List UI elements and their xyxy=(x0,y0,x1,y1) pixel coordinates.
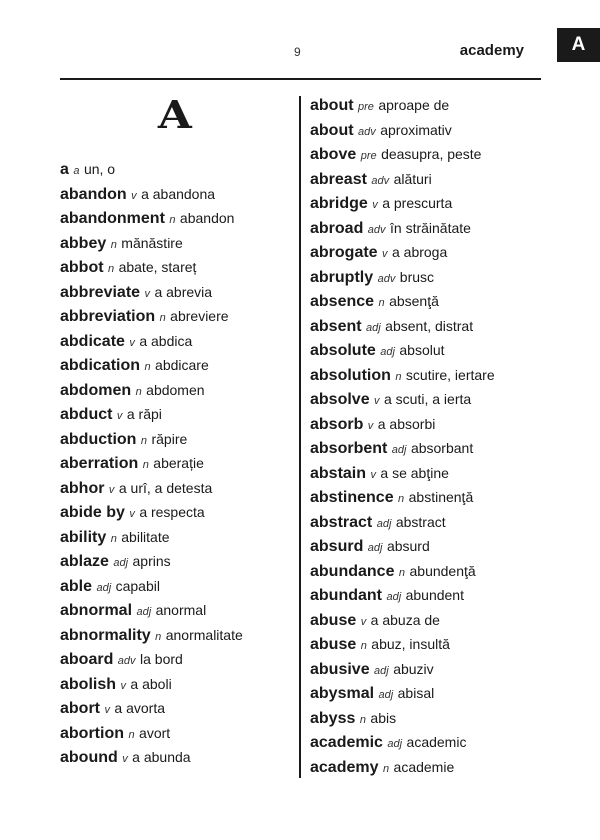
part-of-speech: adj xyxy=(380,346,395,358)
dictionary-entry xyxy=(310,363,495,388)
dictionary-entry xyxy=(60,329,243,354)
dictionary-entry xyxy=(60,623,243,648)
headword: abnormality xyxy=(60,626,151,644)
headword: abuse xyxy=(310,611,357,629)
headword: able xyxy=(60,577,93,595)
headword: abruptly xyxy=(310,268,374,286)
headword: abandon xyxy=(60,185,127,203)
part-of-speech: v xyxy=(131,189,137,202)
dictionary-entry xyxy=(60,231,243,256)
part-of-speech: n xyxy=(382,762,390,775)
dictionary-entry xyxy=(60,672,243,697)
translation: a abroga xyxy=(391,244,448,260)
headword: abysmal xyxy=(310,685,375,702)
part-of-speech: n xyxy=(378,297,385,309)
part-of-speech: adj xyxy=(374,664,389,677)
translation: abis xyxy=(370,709,397,726)
dictionary-entry xyxy=(310,93,495,118)
part-of-speech: adj xyxy=(366,321,381,334)
part-of-speech: n xyxy=(144,361,151,373)
headword: about xyxy=(310,121,354,139)
translation: aproape de xyxy=(378,97,450,113)
dictionary-entry xyxy=(310,167,495,192)
headword: academic xyxy=(310,734,383,751)
part-of-speech: n xyxy=(110,238,117,251)
part-of-speech: n xyxy=(110,532,117,545)
part-of-speech: adv xyxy=(358,125,376,138)
page-number: 9 xyxy=(294,45,301,59)
part-of-speech: v xyxy=(129,336,135,349)
part-of-speech: v xyxy=(367,419,374,432)
dictionary-entry xyxy=(310,485,495,510)
translation: răpire xyxy=(151,430,188,447)
translation: a avorta xyxy=(114,700,165,716)
translation: a abunda xyxy=(132,749,191,765)
part-of-speech: adj xyxy=(386,591,402,603)
headword: abdication xyxy=(60,357,141,374)
headword: absurd xyxy=(310,538,364,555)
translation: capabil xyxy=(115,577,160,594)
translation: absorbant xyxy=(410,440,474,456)
dictionary-entry xyxy=(310,510,495,535)
dictionary-entry xyxy=(60,476,243,501)
part-of-speech: adj xyxy=(136,606,152,618)
translation: avort xyxy=(139,724,171,741)
translation: în străinătate xyxy=(390,219,471,236)
dictionary-entry xyxy=(310,657,495,682)
dictionary-entry xyxy=(310,583,495,608)
translation: aproximativ xyxy=(380,121,452,138)
dictionary-entry xyxy=(310,461,495,486)
translation: abuziv xyxy=(393,660,434,677)
translation: abuz, insultă xyxy=(371,636,450,652)
headword: abyss xyxy=(310,709,356,727)
part-of-speech: v xyxy=(129,508,135,520)
translation: a respecta xyxy=(139,504,205,520)
headword: ability xyxy=(60,528,107,546)
headword: absolution xyxy=(310,366,391,384)
dictionary-entry xyxy=(310,314,495,339)
translation: anormalitate xyxy=(165,626,243,643)
translation: absolut xyxy=(399,342,445,358)
part-of-speech: n xyxy=(359,713,366,726)
part-of-speech: pre xyxy=(358,101,374,113)
headword: abbreviation xyxy=(60,308,156,325)
part-of-speech: n xyxy=(108,263,115,275)
headword: abduct xyxy=(60,406,113,423)
translation: un, o xyxy=(83,161,116,177)
headword: abhor xyxy=(60,479,105,497)
headword: abdicate xyxy=(60,332,125,350)
translation: la bord xyxy=(140,651,183,667)
translation: a abandona xyxy=(141,185,216,202)
part-of-speech: adj xyxy=(113,557,129,569)
headword: about xyxy=(310,97,354,114)
dictionary-entry xyxy=(310,436,495,461)
headword: absorb xyxy=(310,415,364,433)
part-of-speech: adj xyxy=(367,542,383,554)
headword: abreast xyxy=(310,170,367,188)
dictionary-entry xyxy=(60,427,243,452)
headword: absorbent xyxy=(310,440,388,457)
dictionary-entry xyxy=(60,378,243,403)
dictionary-entry xyxy=(310,338,495,363)
part-of-speech: v xyxy=(382,248,388,260)
translation: aprins xyxy=(132,553,171,569)
part-of-speech: v xyxy=(116,410,123,422)
part-of-speech: v xyxy=(374,395,380,407)
dictionary-entry xyxy=(310,632,495,657)
header-rule xyxy=(60,78,541,80)
part-of-speech: n xyxy=(128,728,135,741)
part-of-speech: v xyxy=(108,483,115,496)
translation: a abrevia xyxy=(154,283,213,300)
dictionary-entry xyxy=(60,451,243,476)
dictionary-entry xyxy=(60,280,243,305)
dictionary-entry xyxy=(310,412,495,437)
headword: a xyxy=(60,161,69,178)
translation: a aboli xyxy=(130,675,172,692)
translation: a urî, a detesta xyxy=(118,479,213,496)
dictionary-entry xyxy=(60,721,243,746)
part-of-speech: v xyxy=(144,287,150,300)
running-head: academy xyxy=(459,42,524,59)
part-of-speech: adj xyxy=(378,689,394,701)
part-of-speech: adj xyxy=(391,444,407,456)
translation: abreviere xyxy=(170,308,229,324)
headword: absent xyxy=(310,317,362,335)
translation: abundent xyxy=(405,587,464,603)
headword: abuse xyxy=(310,636,357,653)
translation: deasupra, peste xyxy=(381,146,482,162)
right-column xyxy=(310,93,495,779)
dictionary-entry xyxy=(310,387,495,412)
translation: a răpi xyxy=(126,406,162,422)
headword: abridge xyxy=(310,195,368,212)
translation: scutire, iertare xyxy=(405,366,495,383)
headword: abolish xyxy=(60,675,117,693)
dictionary-entry xyxy=(310,755,495,780)
part-of-speech: n xyxy=(140,434,148,447)
headword: abnormal xyxy=(60,602,133,619)
headword: abroad xyxy=(310,219,364,237)
dictionary-entry xyxy=(310,240,495,265)
dictionary-entry xyxy=(310,289,495,314)
part-of-speech: adv xyxy=(371,174,390,187)
part-of-speech: n xyxy=(398,566,406,579)
translation: abstinenţă xyxy=(408,489,474,505)
dictionary-entry xyxy=(310,216,495,241)
part-of-speech: n xyxy=(395,370,402,383)
headword: aberration xyxy=(60,455,139,472)
translation: anormal xyxy=(155,602,207,618)
headword: abbot xyxy=(60,259,104,276)
translation: abdomen xyxy=(146,381,205,398)
part-of-speech: v xyxy=(372,199,378,211)
translation: aberație xyxy=(153,455,204,471)
part-of-speech: v xyxy=(360,615,367,628)
dictionary-entry xyxy=(310,191,495,216)
headword: abound xyxy=(60,749,118,766)
part-of-speech: n xyxy=(155,630,162,643)
part-of-speech: n xyxy=(169,214,176,226)
translation: a scuti, a ierta xyxy=(384,391,472,407)
translation: mănăstire xyxy=(121,234,183,251)
dictionary-entry xyxy=(310,730,495,755)
dictionary-entry xyxy=(60,647,243,672)
headword: abstain xyxy=(310,464,367,482)
headword: abortion xyxy=(60,724,124,742)
dictionary-entry xyxy=(310,608,495,633)
headword: abbey xyxy=(60,234,107,252)
dictionary-entry xyxy=(60,696,243,721)
headword: abide by xyxy=(60,504,125,521)
part-of-speech: v xyxy=(104,704,110,716)
part-of-speech: adv xyxy=(117,655,136,667)
translation: academic xyxy=(406,734,467,750)
part-of-speech: adj xyxy=(387,738,403,750)
headword: abrogate xyxy=(310,244,378,261)
part-of-speech: a xyxy=(73,165,80,177)
translation: absent, distrat xyxy=(385,317,474,334)
dictionary-entry xyxy=(60,525,243,550)
column-divider xyxy=(299,96,301,778)
part-of-speech: n xyxy=(135,385,142,398)
headword: above xyxy=(310,146,357,163)
headword: abort xyxy=(60,700,100,717)
part-of-speech: v xyxy=(122,753,128,765)
dictionary-entry xyxy=(310,706,495,731)
letter-tab: A xyxy=(557,28,600,62)
translation: academie xyxy=(393,758,455,775)
translation: abundenţă xyxy=(409,562,476,579)
dictionary-entry xyxy=(310,118,495,143)
dictionary-entry xyxy=(310,142,495,167)
dictionary-entry xyxy=(60,182,243,207)
translation: abstract xyxy=(395,513,446,530)
headword: abstinence xyxy=(310,489,394,506)
headword: aboard xyxy=(60,651,114,668)
translation: a se abţine xyxy=(380,464,449,481)
headword: absolute xyxy=(310,342,376,359)
translation: a prescurta xyxy=(382,195,453,211)
dictionary-entry xyxy=(60,206,243,231)
headword: absolve xyxy=(310,391,370,408)
part-of-speech: v xyxy=(120,679,126,692)
part-of-speech: n xyxy=(159,312,166,324)
part-of-speech: adv xyxy=(377,272,396,285)
translation: abilitate xyxy=(121,528,170,545)
translation: abisal xyxy=(397,685,435,701)
part-of-speech: adv xyxy=(367,223,386,236)
dictionary-entry xyxy=(60,255,243,280)
headword: abundant xyxy=(310,587,382,604)
dictionary-entry xyxy=(60,402,243,427)
headword: abundance xyxy=(310,562,395,580)
translation: absenţă xyxy=(389,293,439,309)
headword: abusive xyxy=(310,660,370,678)
part-of-speech: n xyxy=(398,493,405,505)
left-column xyxy=(60,157,243,770)
translation: abandon xyxy=(179,210,235,226)
section-letter-heading: A xyxy=(157,92,191,137)
headword: abandonment xyxy=(60,210,165,227)
dictionary-entry xyxy=(60,353,243,378)
part-of-speech: pre xyxy=(360,150,377,162)
part-of-speech: adj xyxy=(96,581,112,594)
translation: alături xyxy=(393,170,432,187)
translation: a absorbi xyxy=(377,415,436,432)
dictionary-entry xyxy=(310,534,495,559)
headword: abdomen xyxy=(60,381,132,399)
headword: academy xyxy=(310,758,379,776)
headword: ablaze xyxy=(60,553,109,570)
dictionary-entry xyxy=(310,559,495,584)
dictionary-entry xyxy=(60,549,243,574)
translation: a abdica xyxy=(139,332,193,349)
headword: abstract xyxy=(310,513,373,531)
part-of-speech: adj xyxy=(376,517,392,530)
dictionary-entry xyxy=(60,304,243,329)
part-of-speech: n xyxy=(142,459,149,471)
headword: absence xyxy=(310,293,375,310)
translation: a abuza de xyxy=(370,611,440,628)
headword: abbreviate xyxy=(60,283,141,301)
translation: brusc xyxy=(399,268,435,285)
part-of-speech: v xyxy=(370,468,376,481)
part-of-speech: n xyxy=(360,640,367,652)
dictionary-entry xyxy=(60,574,243,599)
dictionary-entry xyxy=(60,598,243,623)
dictionary-entry xyxy=(310,265,495,290)
translation: absurd xyxy=(386,538,430,554)
dictionary-entry xyxy=(60,745,243,770)
translation: abdicare xyxy=(155,357,209,373)
translation: abate, stareț xyxy=(118,259,197,275)
dictionary-entry xyxy=(60,500,243,525)
dictionary-entry xyxy=(310,681,495,706)
headword: abduction xyxy=(60,430,137,448)
dictionary-entry xyxy=(60,157,243,182)
